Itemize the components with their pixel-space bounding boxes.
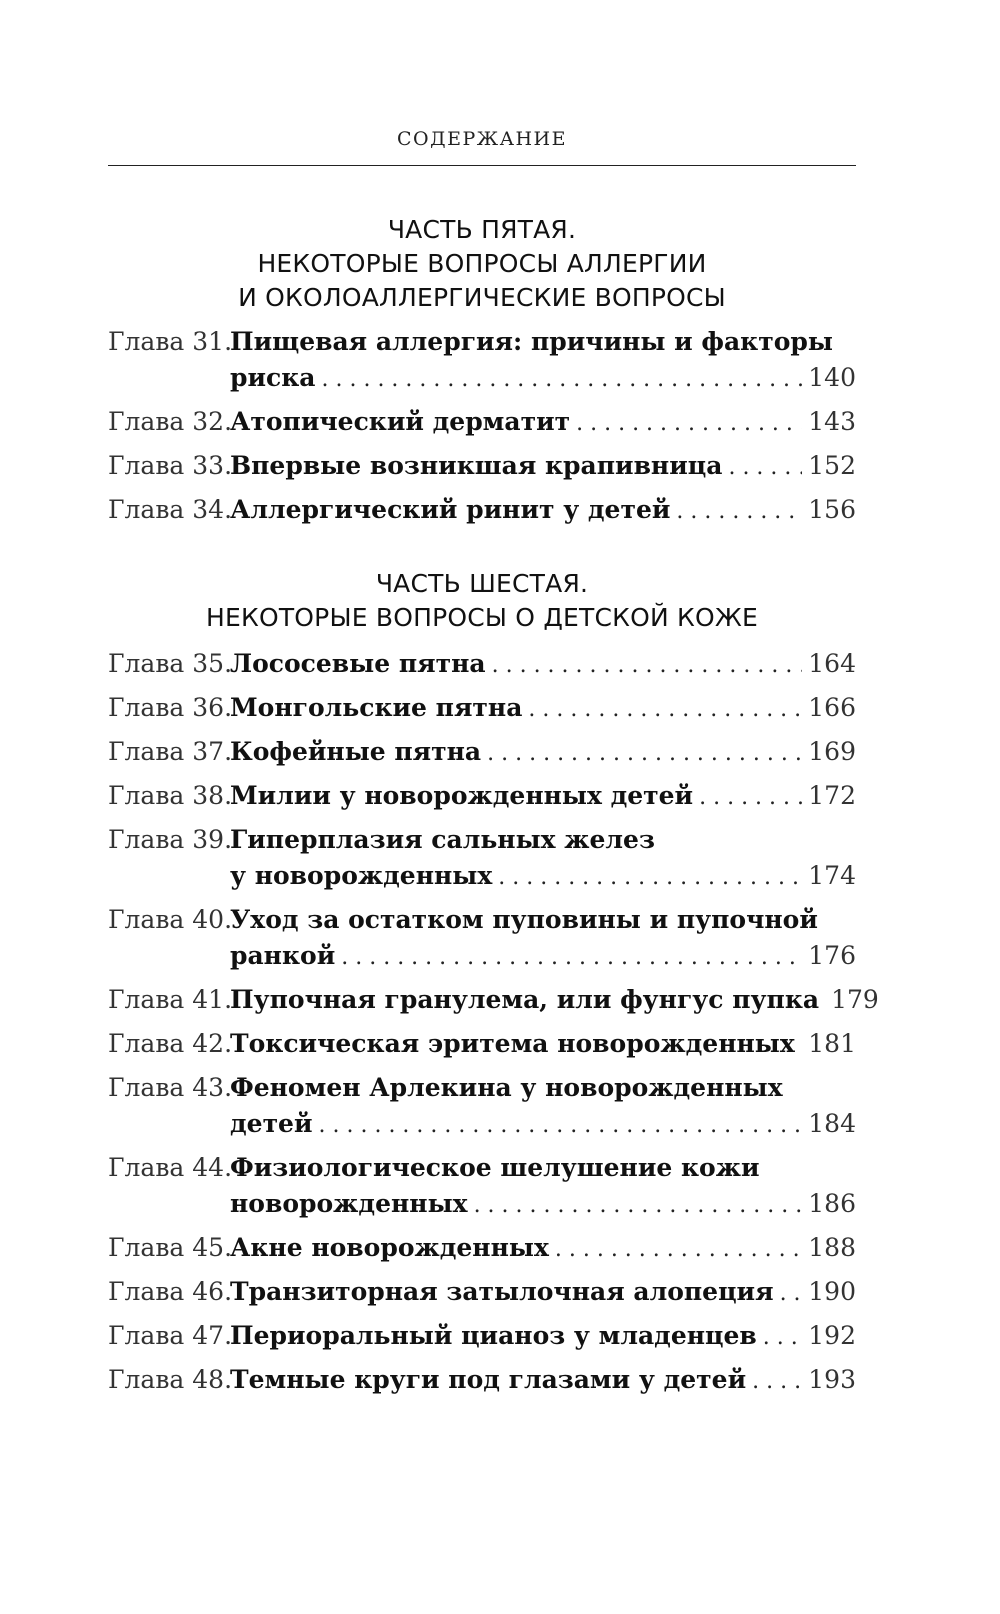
page-number: 186 xyxy=(808,1189,856,1218)
page-number: 140 xyxy=(808,363,856,392)
part-five-heading-line: НЕКОТОРЫЕ ВОПРОСЫ АЛЛЕРГИИ xyxy=(257,249,707,278)
chapter-number: Глава 39. xyxy=(108,825,233,854)
chapter-number: Глава 37. xyxy=(108,737,233,766)
toc-entry-line xyxy=(108,778,856,816)
page-number: 193 xyxy=(808,1365,856,1394)
chapter-number: Глава 48. xyxy=(108,1365,233,1394)
chapter-title: Периоральный цианоз у младенцев xyxy=(230,1321,757,1350)
running-head: СОДЕРЖАНИЕ xyxy=(397,128,567,150)
toc-entry xyxy=(108,1318,856,1356)
chapter-title: Темные круги под глазами у детей xyxy=(230,1365,747,1394)
chapter-title: детей xyxy=(230,1109,313,1138)
toc-entry xyxy=(108,1150,856,1224)
toc-entry-line xyxy=(108,1274,856,1312)
chapter-title: у новорожденных xyxy=(230,861,493,890)
page-number: 164 xyxy=(808,649,856,678)
dot-leader xyxy=(763,1320,802,1356)
toc-entry-line xyxy=(108,938,856,976)
toc-entry xyxy=(108,1274,856,1312)
page-number: 169 xyxy=(808,737,856,766)
chapter-title: Гиперплазия сальных желез xyxy=(230,825,655,854)
toc-entry-line xyxy=(108,1070,856,1106)
chapter-number: Глава 36. xyxy=(108,693,233,722)
page-number: 192 xyxy=(808,1321,856,1350)
toc-entry-line xyxy=(108,1362,856,1400)
dot-leader xyxy=(319,1108,803,1144)
chapter-title: Монгольские пятна xyxy=(230,693,523,722)
chapter-title: Токсическая эритема новорожденных xyxy=(230,1029,795,1058)
toc-entry-line xyxy=(108,982,879,1020)
toc-entry-line xyxy=(108,858,856,896)
page-number: 190 xyxy=(808,1277,856,1306)
part-six-heading-line: ЧАСТЬ ШЕСТАЯ. xyxy=(375,569,589,598)
page-number: 176 xyxy=(808,941,856,970)
toc-entry xyxy=(108,1230,856,1268)
chapter-number: Глава 42. xyxy=(108,1029,233,1058)
chapter-number: Глава 44. xyxy=(108,1153,233,1182)
chapter-title: Милии у новорожденных детей xyxy=(230,781,694,810)
chapter-title: Кофейные пятна xyxy=(230,737,482,766)
dot-leader xyxy=(752,1364,802,1400)
page-number: 152 xyxy=(808,451,856,480)
toc-entry-line xyxy=(108,902,856,938)
toc-entry-line xyxy=(108,690,856,728)
dot-leader xyxy=(322,362,803,398)
dot-leader xyxy=(576,406,802,442)
chapter-title: риска xyxy=(230,363,316,392)
toc-entry xyxy=(108,324,856,398)
dot-leader xyxy=(801,1028,803,1064)
dot-leader xyxy=(474,1188,803,1224)
page-number: 188 xyxy=(808,1233,856,1262)
chapter-title: Пищевая аллергия: причины и факторы xyxy=(230,327,833,356)
chapter-title: Атопический дерматит xyxy=(230,407,571,436)
part-six-heading xyxy=(108,567,856,635)
chapter-number: Глава 38. xyxy=(108,781,233,810)
chapter-number: Глава 46. xyxy=(108,1277,233,1306)
page-number: 174 xyxy=(808,861,856,890)
toc-entry-line xyxy=(108,404,856,442)
chapter-title: Пупочная гранулема, или фунгус пупка xyxy=(230,985,820,1014)
chapter-number: Глава 40. xyxy=(108,905,233,934)
page-number: 172 xyxy=(808,781,856,810)
chapter-number: Глава 45. xyxy=(108,1233,233,1262)
toc-entry xyxy=(108,1362,856,1400)
chapter-title: новорожденных xyxy=(230,1189,468,1218)
toc-entry xyxy=(108,404,856,442)
toc-entry xyxy=(108,734,856,772)
toc-entry-line xyxy=(108,324,856,360)
page-number: 184 xyxy=(808,1109,856,1138)
toc-entry-line xyxy=(108,492,856,530)
toc-entry xyxy=(108,1070,856,1144)
chapter-number: Глава 43. xyxy=(108,1073,233,1102)
toc-entry-line xyxy=(108,822,856,858)
toc-entry xyxy=(108,492,856,530)
chapter-title: Уход за остатком пуповины и пупочной xyxy=(230,905,818,934)
toc-entry-line xyxy=(108,646,856,684)
dot-leader xyxy=(341,940,802,976)
toc-entry xyxy=(108,690,856,728)
part-five-heading xyxy=(108,213,856,315)
chapter-title: Физиологическое шелушение кожи xyxy=(230,1153,760,1182)
toc-entry xyxy=(108,1026,856,1064)
dot-leader xyxy=(498,860,802,896)
chapter-number: Глава 31. xyxy=(108,327,233,356)
toc-entry-line xyxy=(108,734,856,772)
toc-entry-line xyxy=(108,1230,856,1268)
chapter-title: Аллергический ринит у детей xyxy=(230,495,671,524)
toc-list-part-six xyxy=(108,646,879,1406)
chapter-title: ранкой xyxy=(230,941,336,970)
toc-entry xyxy=(108,646,856,684)
toc-entry-line xyxy=(108,1150,856,1186)
page-number: 166 xyxy=(808,693,856,722)
dot-leader xyxy=(492,648,803,684)
header-rule xyxy=(108,165,856,166)
page-number: 143 xyxy=(808,407,856,436)
page-number: 179 xyxy=(831,985,879,1014)
chapter-number: Глава 34. xyxy=(108,495,233,524)
toc-entry-line xyxy=(108,360,856,398)
toc-entry xyxy=(108,822,856,896)
toc-entry-line xyxy=(108,1318,856,1356)
toc-entry xyxy=(108,778,856,816)
toc-entry-line xyxy=(108,1106,856,1144)
part-six-heading-line: НЕКОТОРЫЕ ВОПРОСЫ О ДЕТСКОЙ КОЖЕ xyxy=(206,603,758,632)
chapter-number: Глава 33. xyxy=(108,451,233,480)
dot-leader xyxy=(780,1276,803,1312)
toc-entry xyxy=(108,902,856,976)
dot-leader xyxy=(699,780,802,816)
toc-entry-line xyxy=(108,448,856,486)
toc-list-part-five xyxy=(108,324,856,536)
chapter-title: Впервые возникшая крапивница xyxy=(230,451,723,480)
chapter-number: Глава 47. xyxy=(108,1321,233,1350)
chapter-title: Транзиторная затылочная алопеция xyxy=(230,1277,774,1306)
part-five-heading-line: И ОКОЛОАЛЛЕРГИЧЕСКИЕ ВОПРОСЫ xyxy=(238,283,726,312)
dot-leader xyxy=(555,1232,802,1268)
page-number: 156 xyxy=(808,495,856,524)
page-number: 181 xyxy=(808,1029,856,1058)
chapter-number: Глава 32. xyxy=(108,407,233,436)
chapter-number: Глава 35. xyxy=(108,649,233,678)
dot-leader xyxy=(676,494,802,530)
toc-entry xyxy=(108,448,856,486)
chapter-title: Феномен Арлекина у новорожденных xyxy=(230,1073,783,1102)
dot-leader xyxy=(728,450,802,486)
dot-leader xyxy=(487,736,802,772)
chapter-title: Лососевые пятна xyxy=(230,649,486,678)
toc-entry-line xyxy=(108,1026,856,1064)
chapter-number: Глава 41. xyxy=(108,985,233,1014)
toc-entry xyxy=(108,982,879,1020)
chapter-title: Акне новорожденных xyxy=(230,1233,549,1262)
part-five-heading-line: ЧАСТЬ ПЯТАЯ. xyxy=(387,215,577,244)
dot-leader xyxy=(528,692,802,728)
toc-entry-line xyxy=(108,1186,856,1224)
